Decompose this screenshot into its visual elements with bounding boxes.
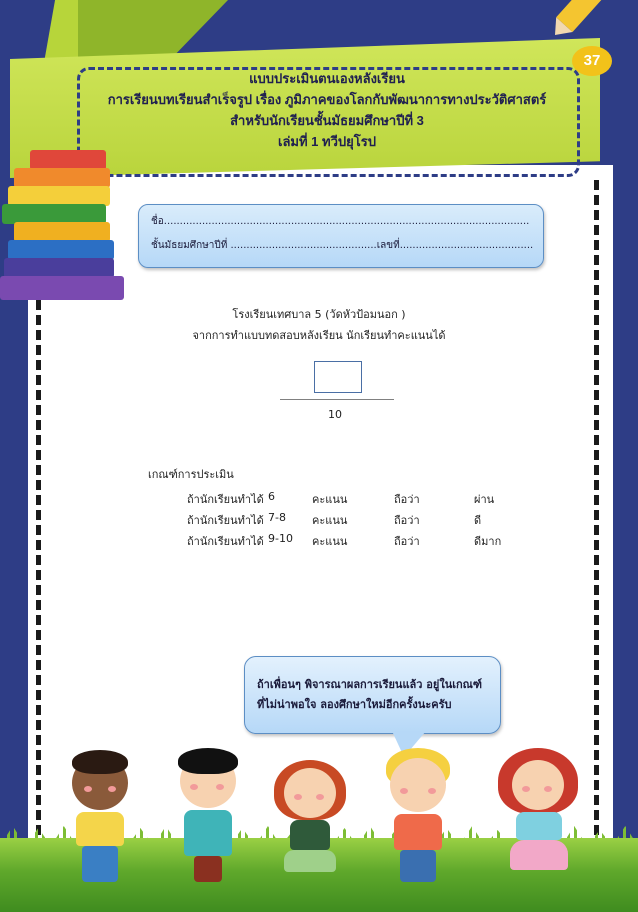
bubble-line-2: ที่ไม่น่าพอใจ ลองศึกษาใหม่อีกครั้งนะครับ bbox=[257, 698, 452, 711]
criteria-title: เกณฑ์การประเมิน bbox=[148, 468, 234, 481]
criteria-prefix: ถ้านักเรียนทำได้ bbox=[187, 535, 264, 548]
kid-illustration-1 bbox=[60, 748, 140, 888]
score-fraction-line bbox=[280, 399, 394, 400]
right-dashed-border bbox=[594, 180, 599, 850]
criteria-result: ผ่าน bbox=[474, 493, 495, 506]
criteria-range: 7-8 bbox=[268, 511, 286, 524]
criteria-range: 9-10 bbox=[268, 532, 293, 545]
criteria-prefix: ถ้านักเรียนทำได้ bbox=[187, 514, 264, 527]
criteria-prefix: ถ้านักเรียนทำได้ bbox=[187, 493, 264, 506]
kid-illustration-3 bbox=[270, 758, 350, 888]
school-name: โรงเรียนเทศบาล 5 (วัดหัวป้อมนอก ) bbox=[232, 308, 406, 321]
kid-illustration-4 bbox=[376, 748, 460, 888]
speech-bubble-text bbox=[257, 675, 482, 715]
title-line-3: สำหรับนักเรียนชั้นมัธยมศึกษาปีที่ 3 bbox=[230, 113, 424, 128]
student-class-field[interactable]: ชั้นมัธยมศึกษาปีที่ ..............................................เลขที่.......................................... bbox=[151, 240, 534, 251]
max-score: 10 bbox=[328, 408, 342, 421]
pencil-icon bbox=[547, 0, 630, 42]
book-stack-icon bbox=[0, 140, 130, 305]
title-line-4: เล่มที่ 1 ทวีปยุโรป bbox=[278, 134, 376, 149]
criteria-result: ดี bbox=[474, 514, 482, 527]
criteria-unit: คะแนน bbox=[312, 514, 348, 527]
criteria-means: ถือว่า bbox=[394, 493, 420, 506]
kid-illustration-2 bbox=[168, 748, 248, 888]
title-line-1: แบบประเมินตนเองหลังเรียน bbox=[249, 71, 405, 86]
speech-bubble bbox=[244, 656, 501, 734]
kid-illustration-5 bbox=[496, 746, 582, 886]
student-name-field[interactable]: ชื่อ................................................................................................................... bbox=[151, 216, 530, 227]
score-input-box[interactable] bbox=[314, 361, 362, 393]
student-info-box bbox=[138, 204, 544, 268]
title-block bbox=[80, 68, 574, 152]
criteria-unit: คะแนน bbox=[312, 493, 348, 506]
title-line-2: การเรียนบทเรียนสำเร็จรูป เรื่อง ภูมิภาคของโลกกับพัฒนาการทางประวัติศาสตร์ bbox=[107, 92, 547, 107]
criteria-unit: คะแนน bbox=[312, 535, 348, 548]
criteria-means: ถือว่า bbox=[394, 535, 420, 548]
criteria-means: ถือว่า bbox=[394, 514, 420, 527]
criteria-range: 6 bbox=[268, 490, 275, 503]
criteria-result: ดีมาก bbox=[474, 535, 502, 548]
page-number-badge: 37 bbox=[572, 46, 612, 76]
bubble-line-1: ถ้าเพื่อนๆ พิจารณาผลการเรียนแล้ว อยู่ในเกณฑ์ bbox=[257, 678, 482, 691]
score-caption: จากการทำแบบทดสอบหลังเรียน นักเรียนทำคะแนนได้ bbox=[192, 329, 446, 342]
